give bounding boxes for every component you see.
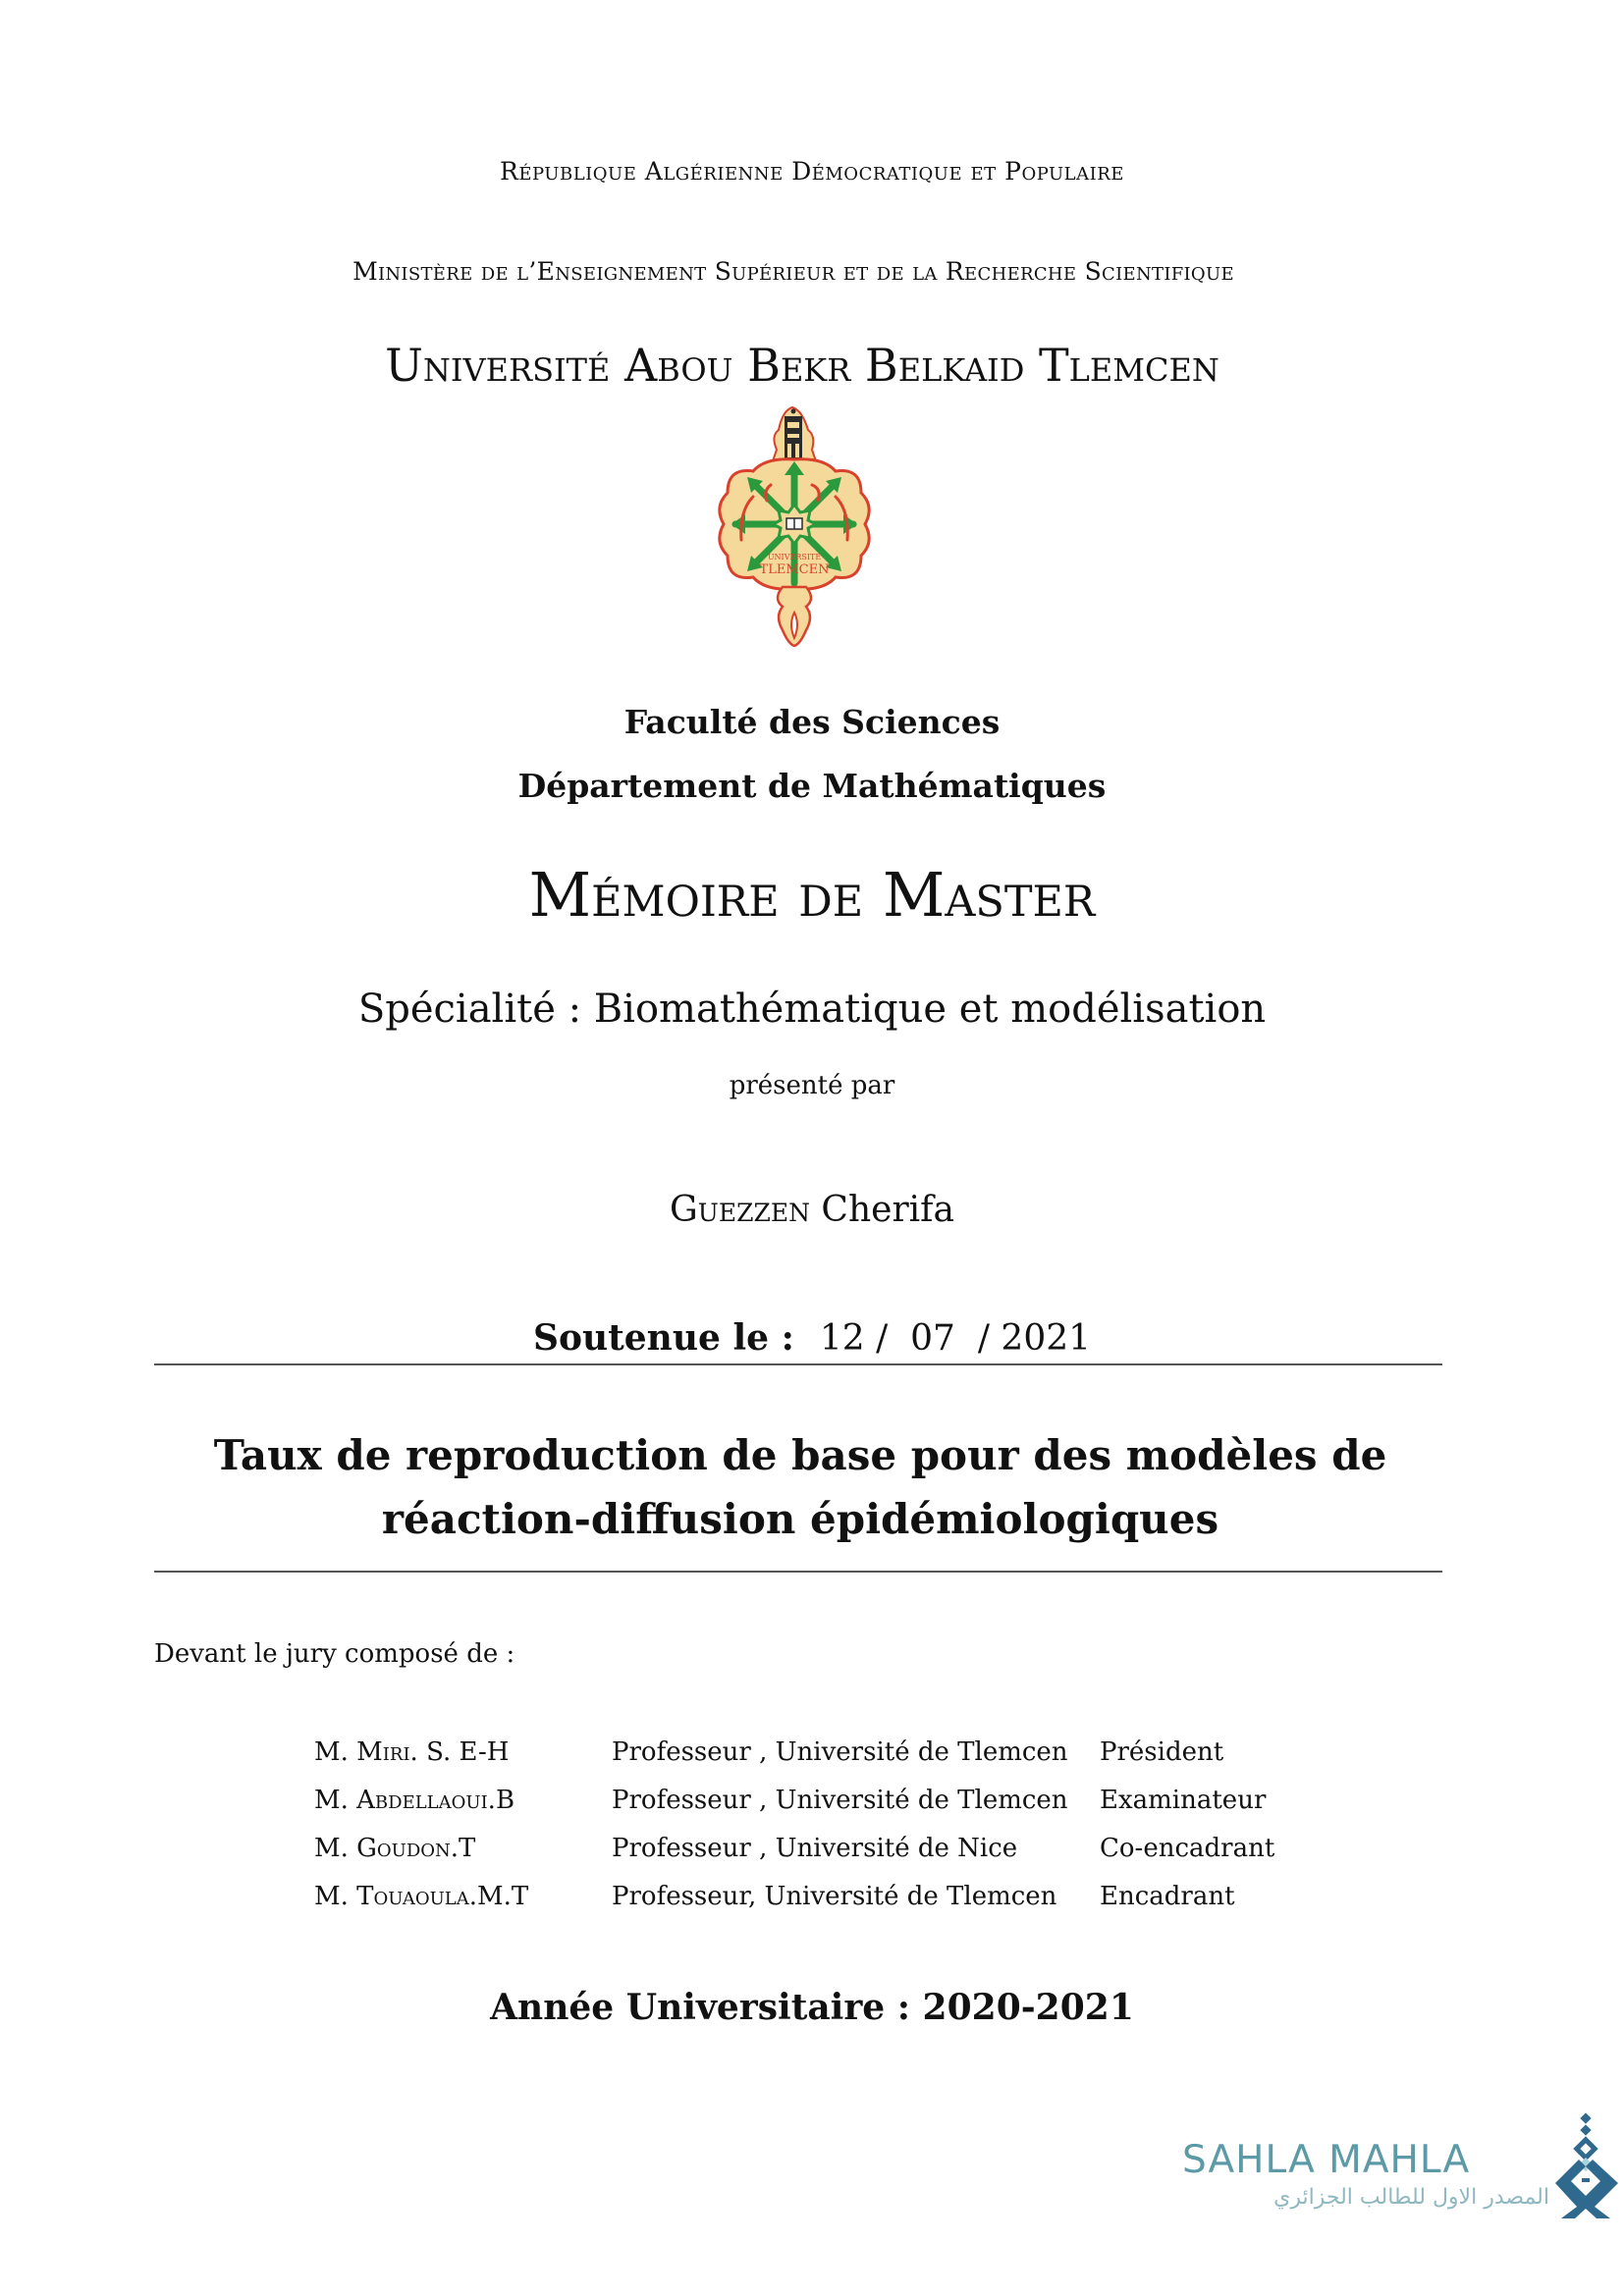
jury-member-position: Professeur, Université de Tlemcen xyxy=(612,1882,1057,1911)
author-first-name: Cherifa xyxy=(821,1190,954,1230)
jury-row xyxy=(314,1737,1274,1786)
title-rule-bottom xyxy=(154,1571,1442,1573)
document-type: Mémoire de Master xyxy=(528,859,1096,931)
jury-member-position: Professeur , Université de Nice xyxy=(612,1834,1018,1863)
jury-row xyxy=(314,1882,1274,1930)
jury-row xyxy=(314,1786,1274,1834)
jury-row xyxy=(314,1834,1274,1882)
university-crest-icon xyxy=(714,402,875,650)
svg-text:UNIVERSITE: UNIVERSITE xyxy=(767,553,822,561)
jury-member-role: Encadrant xyxy=(1100,1882,1235,1911)
watermark-brand: SAHLA MAHLA xyxy=(1182,2138,1471,2182)
jury-member-name: M. Miri. S. E-H xyxy=(314,1737,510,1767)
presented-by-label: présenté par xyxy=(729,1071,895,1100)
sahla-mahla-watermark xyxy=(1178,2110,1624,2223)
jury-member-role: Président xyxy=(1100,1737,1224,1767)
svg-text:TLEMCEN: TLEMCEN xyxy=(759,562,830,577)
speciality: Spécialité : Biomathématique et modélisation xyxy=(357,987,1267,1032)
jury-member-role: Co-encadrant xyxy=(1100,1834,1275,1863)
jury-member-name: M. Goudon.T xyxy=(314,1834,476,1863)
author-last-name: Guezzen xyxy=(670,1190,810,1230)
university-name: Université Abou Bekr Belkaid Tlemcen xyxy=(385,339,1219,392)
faculty-name: Faculté des Sciences xyxy=(623,703,1001,741)
defense-date-row xyxy=(0,1317,1624,1359)
thesis-title: Taux de reproduction de base pour des modèles de réaction-diffusion épidémiologiques xyxy=(213,1431,1387,1543)
jury-member-name: M. Abdellaoui.B xyxy=(314,1786,515,1815)
ministry-heading: Ministère de l’Enseignement Supérieur et de la Recherche Scientifique xyxy=(352,257,1234,286)
jury-member-name: M. Touaoula.M.T xyxy=(314,1882,529,1911)
jury-intro: Devant le jury composé de : xyxy=(154,1639,515,1669)
sahla-mahla-logo-icon xyxy=(1551,2112,1622,2218)
defense-date-value: 12 / 07 / 2021 xyxy=(819,1318,1092,1359)
jury-table xyxy=(314,1737,1274,1930)
author-name xyxy=(0,1190,1624,1230)
jury-member-role: Examinateur xyxy=(1100,1786,1267,1815)
title-rule-top xyxy=(154,1363,1442,1365)
defense-date-label: Soutenue le : xyxy=(532,1317,794,1359)
watermark-tagline: المصدر الاول للطالب الجزائري xyxy=(1273,2185,1549,2210)
department-name: Département de Mathématiques xyxy=(517,767,1107,805)
academic-year: Année Universitaire : 2020-2021 xyxy=(490,1987,1134,2028)
republic-heading: République Algérienne Démocratique et Populaire xyxy=(500,157,1124,186)
jury-member-position: Professeur , Université de Tlemcen xyxy=(612,1786,1068,1815)
jury-member-position: Professeur , Université de Tlemcen xyxy=(612,1737,1068,1767)
